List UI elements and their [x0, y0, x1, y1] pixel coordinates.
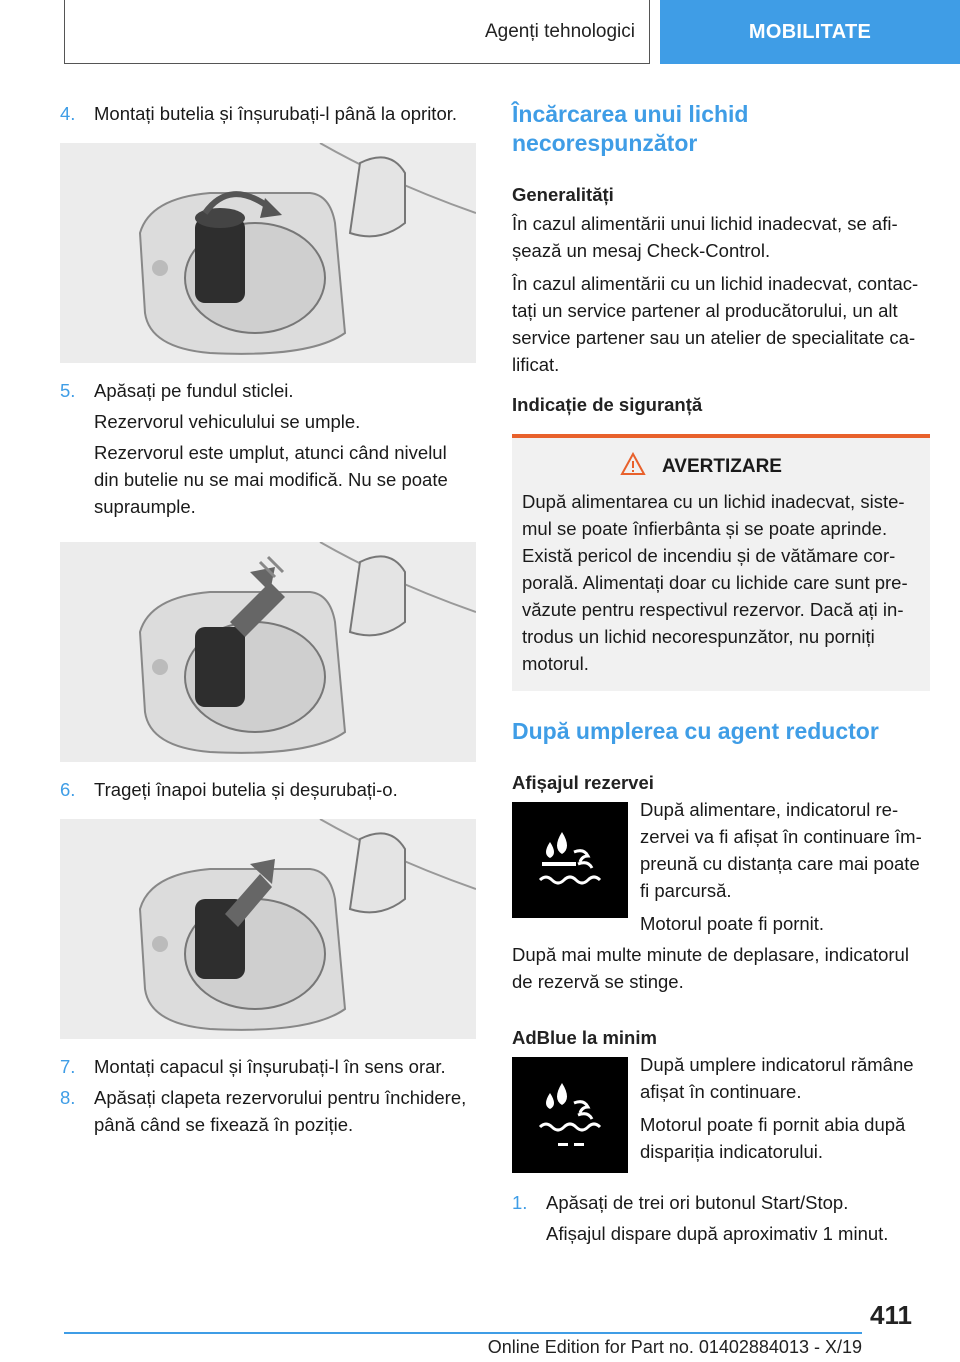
adblue-min-icon: [512, 1057, 628, 1173]
filler-press-illustration: [60, 542, 476, 762]
warning-title: AVERTIZARE: [662, 456, 782, 477]
header-chapter: [660, 0, 960, 64]
general-paragraph-1: În cazul alimentării unui lichid inadecvat, se afișează un mesaj Check-Control.: [512, 213, 898, 261]
step-text: Montați capacul și înșurubați-l în sens orar.: [94, 1056, 446, 1077]
chapter-title: MOBILITATE: [748, 20, 872, 43]
step-number: 4.: [60, 103, 76, 124]
step-text: Apăsați clapeta rezervorului pentru închidere, până când se fixează în poziție.: [94, 1087, 467, 1135]
adblue-min-paragraph-1: După umplere indicatorul rămâne afișat în continuare.: [640, 1054, 914, 1102]
right-column: [512, 100, 930, 1247]
reserve-display-paragraph-3: După mai multe minute de deplasare, indicatorul de rezervă se stinge.: [512, 944, 909, 992]
adblue-min-paragraph-2: Motorul poate fi pornit abia după dispariția indicatorului.: [640, 1114, 906, 1162]
step-1-note: Afișajul dispare după aproximativ 1 minut.: [546, 1223, 889, 1244]
general-paragraph-2: În cazul alimentării cu un lichid inadecvat, contactați un service partener al producătorului, un alt service partener sau un atelier de specialitate calificat.: [512, 273, 919, 375]
step-5-note-1: Rezervorul vehiculului se umple.: [94, 411, 361, 432]
step-number: 6.: [60, 779, 76, 800]
step-text: Apăsați pe fundul sticlei.: [94, 380, 294, 401]
heading-wrong-fluid: Încărcarea unui lichid necorespunzător: [512, 101, 749, 156]
step-1: [512, 1189, 930, 1216]
warning-header: [522, 452, 920, 482]
footer-edition-note: Online Edition for Part no. 01402884013 - X/19: [487, 1337, 862, 1357]
step-number: 7.: [60, 1056, 76, 1077]
step-number: 8.: [60, 1087, 76, 1108]
adblue-min-row: [512, 1054, 930, 1173]
step-5: [60, 377, 476, 404]
section-title: Agenți tehnologici: [485, 20, 635, 42]
heading-general: Generalități: [512, 184, 614, 205]
step-7: [60, 1053, 476, 1080]
step-8: [60, 1084, 476, 1138]
footer-divider: [64, 1332, 862, 1334]
header-section: [64, 0, 650, 64]
reserve-display-paragraph-2: Motorul poate fi pornit.: [640, 913, 825, 934]
step-6: [60, 776, 476, 803]
reserve-display-paragraph-1: După alimentare, indicatorul rezervei va fi afișat în continuare împreună cu distanța care mai poate fi parcursă.: [640, 799, 922, 901]
warning-triangle-icon: [620, 452, 646, 482]
warning-text: După alimentarea cu un lichid inadecvat, sistemul se poate înfierbânta și se poate aprinde. Există pericol de incendiu și de vătămare corporală. Alimentați doar cu lichide care sunt prevăzute pentru respectivul rezervor. Dacă ați introdus un lichid necorespunzător, nu porniți motorul.: [522, 491, 908, 674]
warning-box: [512, 434, 930, 691]
step-text: Trageți înapoi butelia și deșurubați-o.: [94, 779, 398, 800]
step-5-note-2: Rezervorul este umplut, atunci când nivelul din butelie nu se mai modifică. Nu se poate supraumple.: [94, 442, 448, 517]
filler-cap-rotate-illustration: [60, 143, 476, 363]
step-text: Apăsați de trei ori butonul Start/Stop.: [546, 1192, 849, 1213]
heading-reserve-display: Afișajul rezervei: [512, 772, 654, 793]
heading-adblue-min: AdBlue la minim: [512, 1027, 657, 1048]
step-number: 1.: [512, 1192, 528, 1213]
step-number: 5.: [60, 380, 76, 401]
filler-pull-illustration: [60, 819, 476, 1039]
page-number: 411: [870, 1300, 912, 1330]
left-column: [60, 100, 476, 1138]
adblue-reserve-icon: [512, 802, 628, 918]
heading-safety: Indicație de siguranță: [512, 394, 703, 415]
heading-after-filling: După umplerea cu agent reductor: [512, 718, 879, 744]
step-4: [60, 100, 476, 127]
reserve-display-row: [512, 799, 930, 937]
step-text: Montați butelia și înșurubați-l până la opritor.: [94, 103, 458, 124]
